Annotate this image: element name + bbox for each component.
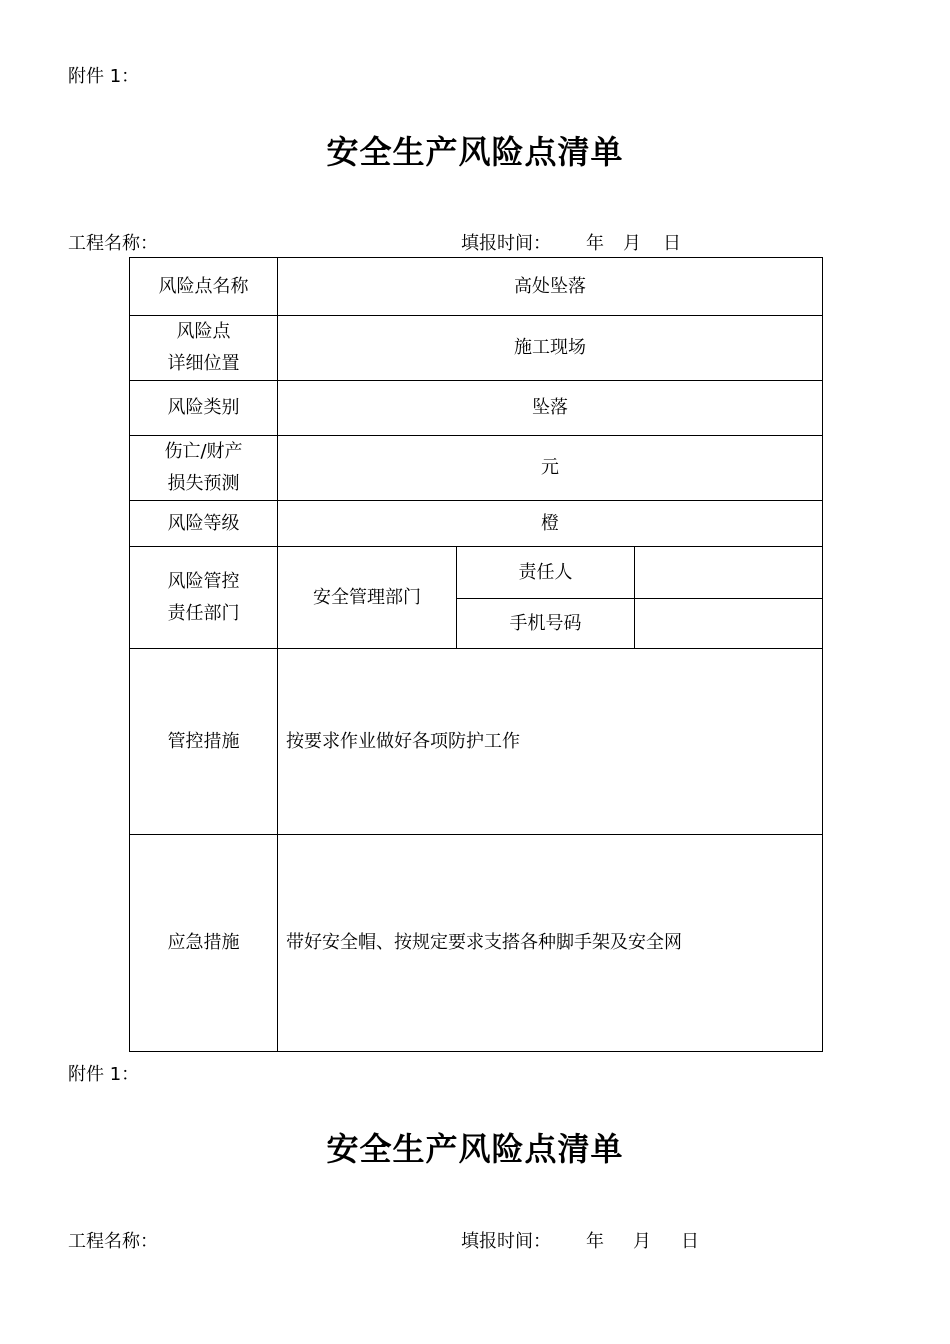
dept-label-line1: 风险管控 <box>167 570 240 592</box>
date-year-label: 年 <box>586 233 604 254</box>
table-row <box>130 547 823 599</box>
page-title: 安全生产风险点清单 <box>326 1130 624 1168</box>
location-value: 施工现场 <box>278 316 823 381</box>
control-measures-value: 按要求作业做好各项防护工作 <box>278 649 823 835</box>
risk-name-label: 风险点名称 <box>130 258 278 316</box>
risk-level-value: 橙 <box>278 501 823 547</box>
location-label <box>130 316 278 381</box>
location-label-line1: 风险点 <box>176 321 231 342</box>
dept-label <box>130 547 278 649</box>
date-month-label: 月 <box>623 233 641 254</box>
table-row <box>130 835 823 1052</box>
responsible-value <box>635 547 823 599</box>
table-row <box>130 649 823 835</box>
date-day-label: 日 <box>681 1231 699 1252</box>
emergency-measures-label: 应急措施 <box>130 835 278 1052</box>
responsible-label: 责任人 <box>457 547 635 599</box>
project-name-label: 工程名称： <box>68 233 158 254</box>
phone-value <box>635 599 823 649</box>
risk-level-label: 风险等级 <box>130 501 278 547</box>
date-day-label: 日 <box>663 233 681 254</box>
loss-label-line1: 伤亡/财产 <box>164 441 243 462</box>
location-label-line2: 详细位置 <box>167 353 240 374</box>
table-row <box>130 316 823 381</box>
loss-value: 元 <box>278 436 823 501</box>
table-row <box>130 436 823 501</box>
fill-time-label: 填报时间： <box>461 233 551 254</box>
fill-time-label: 填报时间： <box>461 1231 551 1252</box>
date-month-label: 月 <box>633 1231 651 1252</box>
loss-label-line2: 损失预测 <box>167 473 240 494</box>
risk-name-value: 高处坠落 <box>278 258 823 316</box>
category-label: 风险类别 <box>130 381 278 436</box>
control-measures-label: 管控措施 <box>130 649 278 835</box>
table-row <box>130 258 823 316</box>
dept-label-line2: 责任部门 <box>167 602 240 624</box>
emergency-measures-value: 带好安全帽、按规定要求支搭各种脚手架及安全网 <box>278 835 823 1052</box>
project-name-label: 工程名称： <box>68 1231 158 1252</box>
dept-value: 安全管理部门 <box>278 547 457 649</box>
page-title: 安全生产风险点清单 <box>326 133 624 171</box>
date-year-label: 年 <box>586 1231 604 1252</box>
loss-label <box>130 436 278 501</box>
table-row <box>130 501 823 547</box>
attachment-label: 附件 1： <box>68 66 140 87</box>
phone-label: 手机号码 <box>457 599 635 649</box>
attachment-label: 附件 1： <box>68 1064 140 1085</box>
risk-point-form <box>129 257 823 1052</box>
table-row <box>130 381 823 436</box>
category-value: 坠落 <box>278 381 823 436</box>
